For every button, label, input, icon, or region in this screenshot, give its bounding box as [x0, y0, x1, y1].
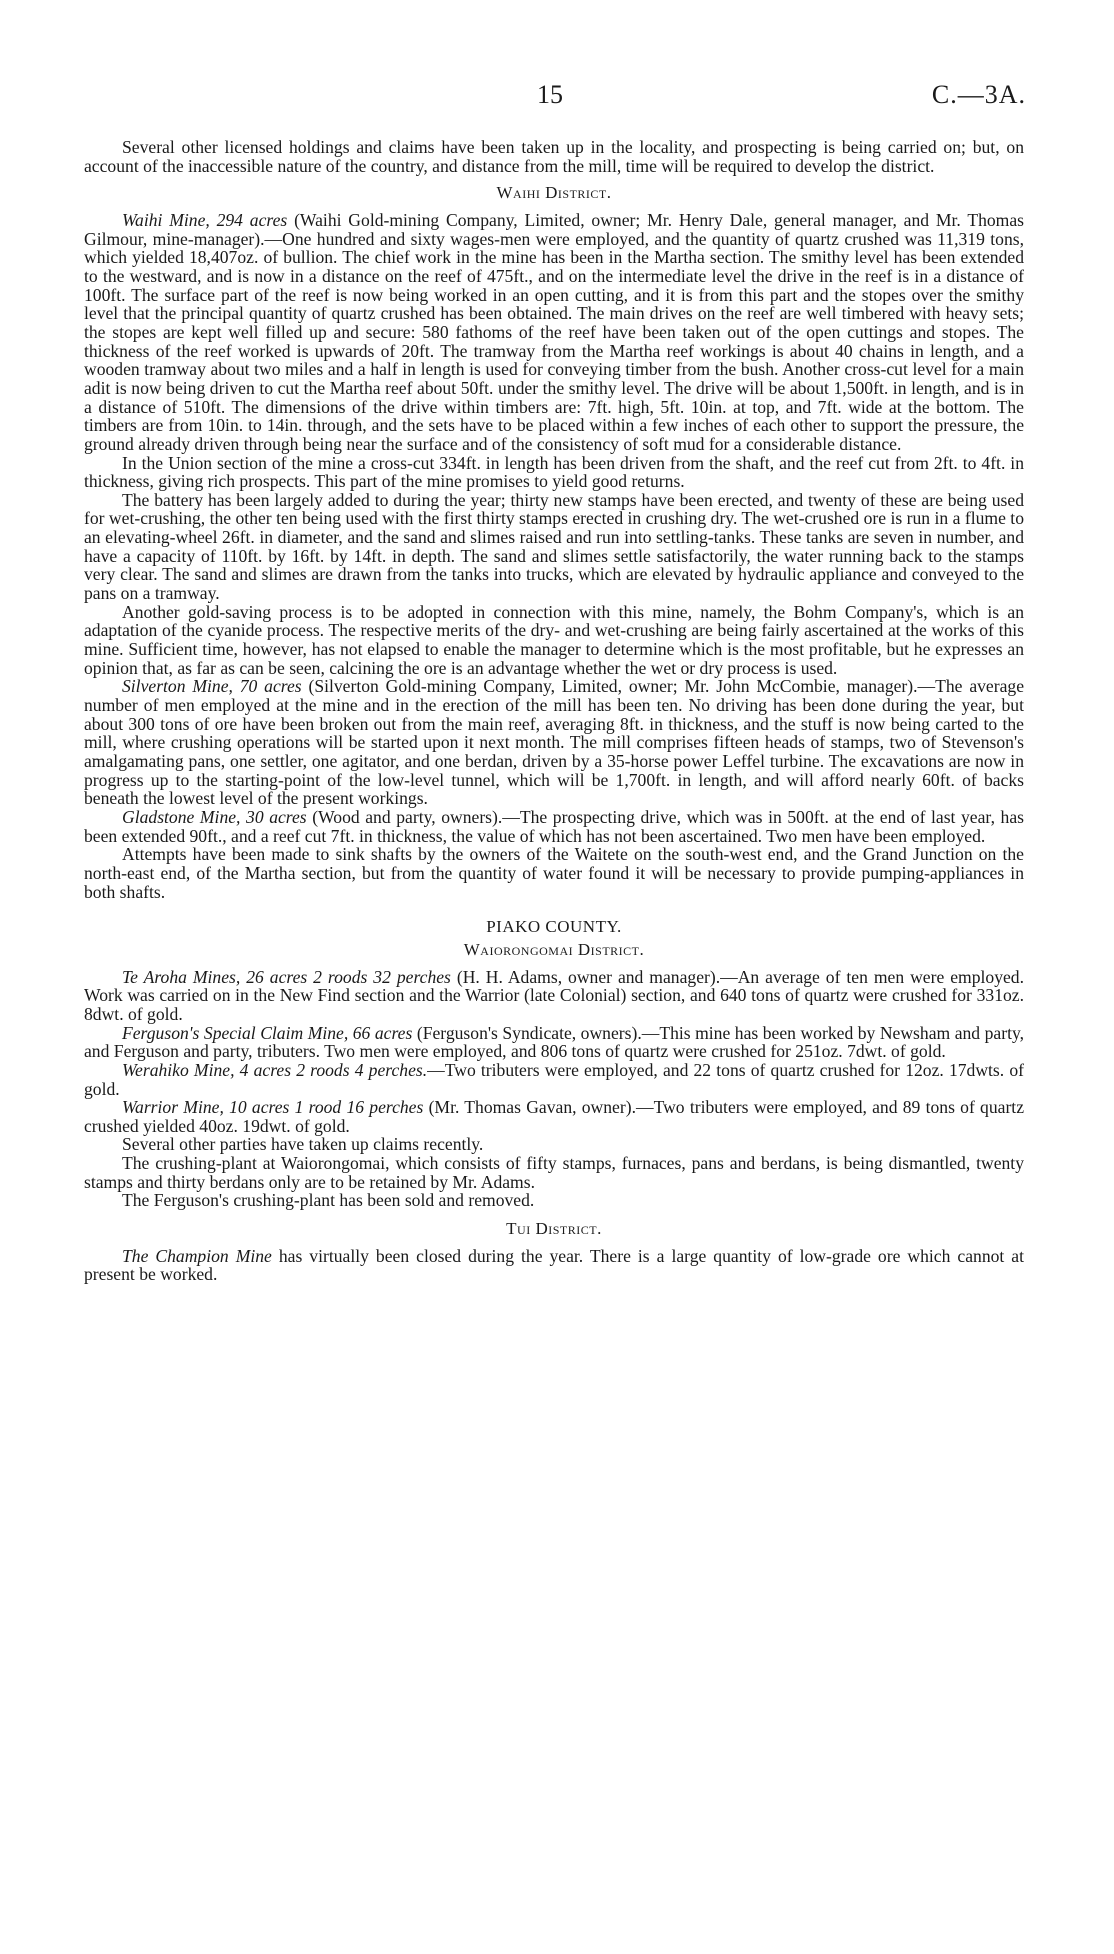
ferguson-claim-text: (Ferguson's Syndicate, owners).—This mine has been worked by Newsham and party, and Ferguson and party, tributers. Two men were employed, and 806 tons of quartz were crushed for 251oz. 7dwt. of gold. — [84, 1022, 1025, 1062]
te-aroha-paragraph — [84, 968, 1024, 1024]
gold-saving-paragraph: Another gold-saving process is to be adopted in connection with this mine, namely, the Bohm Company's, which is an adaptation of the cyanide process. The respective merits of the dry- and wet-crushing are being fairly ascertained at the works of this mine. Sufficient time, however, has not elapsed to enable the manager to determine which is the most profitable, but he expresses an opinion that, as far as can be seen, calcining the ore is an advantage whether the wet or dry process is used. — [84, 601, 1024, 678]
ferguson-claim-title: Ferguson's Special Claim Mine, 66 acres — [122, 1022, 413, 1043]
silverton-mine-title: Silverton Mine, 70 acres — [122, 676, 302, 697]
piako-county-heading: PIAKO COUNTY. — [486, 917, 622, 937]
waiorongomai-district-heading-text: Waiorongomai District. — [463, 939, 645, 959]
shaft-attempts-paragraph: Attempts have been made to sink shafts by the owners of the Waitete on the south-west end, and the Grand Junction on the north-east end, of the Martha section, but from the quantity of water found it will be necessary to provide pumping-appliances in both shafts. — [84, 844, 1024, 902]
union-section-paragraph: In the Union section of the mine a cross-cut 334ft. in length has been driven from the shaft, and the reef cut from 2ft. to 4ft. in thickness, giving rich prospects. This part of the mine promises to yield good returns. — [84, 452, 1024, 492]
gladstone-mine-paragraph — [84, 808, 1024, 845]
intro-paragraph: Several other licensed holdings and claims have been taken up in the locality, and prospecting is being carried on; but, on account of the inaccessible nature of the country, and distance from the mill, time will be required to develop the district. — [84, 137, 1024, 176]
te-aroha-title: Te Aroha Mines, 26 acres 2 roods 32 perches — [122, 966, 451, 987]
page-number: 15 — [537, 80, 563, 109]
ferguson-claim-paragraph — [84, 1024, 1024, 1061]
warrior-title: Warrior Mine, 10 acres 1 rood 16 perches — [122, 1097, 424, 1118]
battery-paragraph: The battery has been largely added to during the year; thirty new stamps have been erected, and twenty of these are being used for wet-crushing, the other ten being used with the first thirty stamps erected in crushing dry. The wet-crushed ore is run in a flume to an elevating-wheel 26ft. in diameter, and the sand and slimes raised and run into settling-tanks. These tanks are seven in number, and have a capacity of 110ft. by 16ft. by 14ft. in depth. The sand and slimes settle satisfactorily, the water running back to the stamps very clear. The sand and slimes are drawn from the tanks into trucks, which are elevated by hydraulic appliance and conveyed to the pans on a tramway. — [84, 489, 1024, 604]
waiorongomai-district-heading — [84, 941, 1024, 960]
waihi-mine-text: (Waihi Gold-mining Company, Limited, owner; Mr. Henry Dale, general manager, and Mr. Thomas Gilmour, mine-manager).—One hundred and sixty wages-men were employed, and the quantity of quartz crushed was 11,319 tons, which yielded 18,407oz. of bullion. The chief work in the mine has been in the Martha section. The smithy level has been extended to the westward, and is now in a distance on the reef of 475ft., and on the intermediate level the drive in the reef is in a distance of 100ft. The surface part of the reef is now being worked in an open cutting, and it is from this part and the stopes over the smithy level that the principal quantity of quartz crushed has been obtained. The main drives on the reef are well timbered with heavy sets; the stopes are kept well filled up and secure: 580 fathoms of the reef have been taken out of the open cuttings and stopes. The thickness of the reef worked is upwards of 20ft. The tramway from the Martha reef workings is about 40 chains in length, and a wooden tramway about two miles and a half in length is used for conveying timber from the bush. Another cross-cut level for a main adit is now being driven to cut the Martha reef about 50ft. under the smithy level. The drive will be about 1,500ft. in length, and is in a distance of 510ft. The dimensions of the drive within timbers are: 7ft. high, 5ft. 10in. at top, and 7ft. wide at the bottom. The timbers are from 10in. to 14in. through, and the sets have to be placed within a few inches of each other to support the pressure, the ground already driven through being near the surface and of the consistency of soft mud for a considerable distance. — [84, 209, 1025, 454]
waihi-mine-title: Waihi Mine, 294 acres — [122, 209, 288, 230]
tui-district-heading-text: Tui District. — [506, 1219, 602, 1239]
body-text — [84, 138, 1024, 1284]
ferguson-plant-paragraph: The Ferguson's crushing-plant has been sold and removed. — [122, 1190, 535, 1211]
page-header — [0, 80, 1114, 120]
crushing-plant-paragraph: The crushing-plant at Waiorongomai, which consists of fifty stamps, furnaces, pans and berdans, is being dismantled, twenty stamps and thirty berdans only are to be retained by Mr. Adams. — [84, 1153, 1024, 1192]
te-aroha-text: (H. H. Adams, owner and manager).—An average of ten men were employed. Work was carried on in the New Find section and the Warrior (late Colonial) section, and 640 tons of quartz were crushed for 331oz. 8dwt. of gold. — [84, 966, 1024, 1024]
gladstone-mine-title: Gladstone Mine, 30 acres — [122, 806, 307, 827]
document-reference: C.—3A. — [931, 80, 1026, 109]
warrior-text: (Mr. Thomas Gavan, owner).—Two tributers were employed, and 89 tons of quartz crushed yielded 40oz. 19dwt. of gold. — [84, 1097, 1024, 1136]
werahiko-paragraph — [84, 1061, 1024, 1098]
gladstone-mine-text: (Wood and party, owners).—The prospecting drive, which was in 500ft. at the end of last year, has been extended 90ft., and a reef cut 7ft. in thickness, the value of which has not been ascertained. Two men have been employed. — [84, 806, 1025, 846]
werahiko-text: —Two tributers were employed, and 22 tons of quartz crushed for 12oz. 17dwts. of gold. — [84, 1059, 1024, 1099]
other-parties-paragraph: Several other parties have taken up claims recently. — [122, 1134, 484, 1155]
silverton-mine-text: (Silverton Gold-mining Company, Limited, owner; Mr. John McCombie, manager).—The average number of men employed at the mine and in the erection of the mill has been ten. No driving has been done during the year, but about 300 tons of ore have been broken out from the main reef, averaging 8ft. in thickness, and the stuff is now being carted to the mill, where crushing operations will be started upon it next month. The mill comprises fifteen heads of stamps, two of Stevenson's amalgamating pans, one settler, one agitator, and one berdan, driven by a 35-horse power Leffel turbine. The excavations are now in progress up to the starting-point of the low-level tunnel, which will be 1,700ft. in length, and will afford nearly 60ft. of backs beneath the lowest level of the present workings. — [84, 676, 1025, 809]
silverton-mine-paragraph — [84, 677, 1024, 808]
champion-mine-paragraph — [84, 1247, 1024, 1284]
champion-mine-text: has virtually been closed during the year. There is a large quantity of low-grade ore which cannot at present be worked. — [84, 1245, 1024, 1285]
champion-mine-title: The Champion Mine — [122, 1245, 272, 1266]
tui-district-heading — [84, 1220, 1024, 1239]
werahiko-title: Werahiko Mine, 4 acres 2 roods 4 perches. — [122, 1059, 428, 1080]
waihi-mine-paragraph — [84, 211, 1024, 454]
waihi-district-heading-text: Waihi District. — [496, 183, 612, 203]
warrior-paragraph — [84, 1098, 1024, 1135]
waihi-district-heading — [84, 184, 1024, 203]
